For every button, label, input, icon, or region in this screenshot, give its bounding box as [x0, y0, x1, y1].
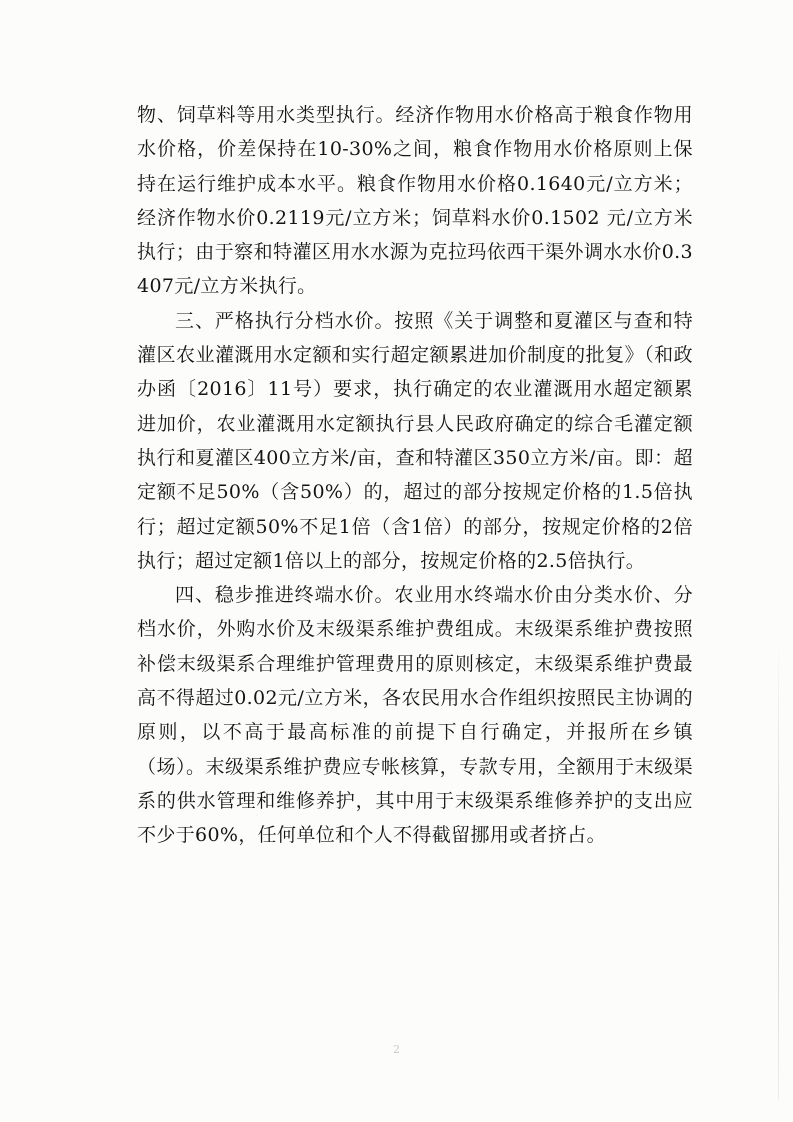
paragraph-continuation: 物、饲草料等用水类型执行。经济作物用水价格高于粮食作物用水价格，价差保持在10-30%之间，粮食作物用水价格原则上保持在运行维护成本水平。粮食作物用水价格0.1640元/立方米；经济作物水价0.2119元/立方米；饲草料水价0.1502 元/立方米执行；由于察和特灌区用水水源为克拉玛依西干渠外调水水价0.3407元/立方米执行。: [137, 104, 693, 298]
paragraph-section-three: 三、严格执行分档水价。按照《关于调整和夏灌区与查和特灌区农业灌溉用水定额和实行超定额累进加价制度的批复》（和政办函〔2016〕11号）要求，执行确定的农业灌溉用水超定额累进加价，农业灌溉用水定额执行县人民政府确定的综合毛灌定额执行和夏灌区400立方米/亩，查和特灌区350立方米/亩。即：超定额不足50%（含50%）的，超过的部分按规定价格的1.5倍执行；超过定额50%不足1倍（含1倍）的部分，按规定价格的2倍执行；超过定额1倍以上的部分，按规定价格的2.5倍执行。: [137, 309, 693, 572]
page-number: 2: [393, 1043, 400, 1056]
document-body: [137, 98, 693, 853]
scan-edge-line: [778, 640, 779, 1100]
paragraph-section-four: 四、稳步推进终端水价。农业用水终端水价由分类水价、分档水价，外购水价及末级渠系维护费组成。末级渠系维护费按照补偿末级渠系合理维护管理费用的原则核定，末级渠系维护费最高不得超过0.02元/立方米，各农民用水合作组织按照民主协调的原则，以不高于最高标准的前提下自行确定，并报所在乡镇（场）。末级渠系维护费应专帐核算，专款专用，全额用于末级渠系的供水管理和维修养护，其中用于末级渠系维修养护的支出应不少于60%，任何单位和个人不得截留挪用或者挤占。: [137, 584, 693, 847]
